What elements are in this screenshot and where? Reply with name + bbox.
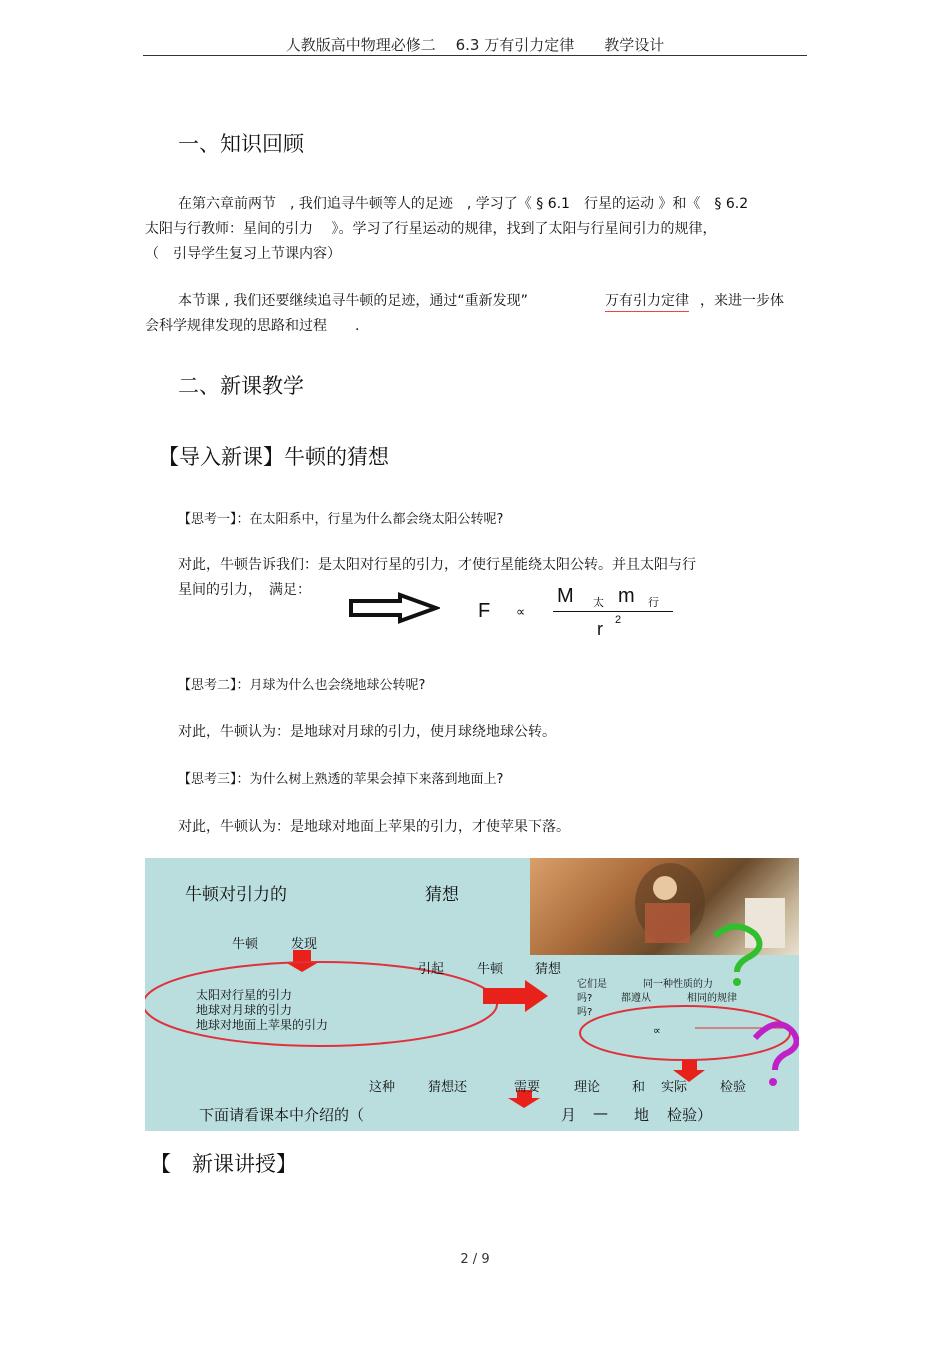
- think-two: 【思考二】：月球为什么也会绕地球公转呢?: [178, 678, 426, 693]
- formula-m-subscript: 行: [648, 596, 659, 609]
- obey-text: 都遵从: [621, 993, 651, 1004]
- think-three: 【思考三】：为什么树上熟透的苹果会掉下来落到地面上?: [178, 772, 504, 787]
- formula-M: M: [557, 585, 574, 607]
- bottom-text-earth: 地: [634, 1106, 650, 1124]
- same-force-text: 同一种性质的力: [643, 979, 713, 990]
- bottom-text-a: 下面请看课本中介绍的（: [199, 1106, 365, 1124]
- same-law-text: 相同的规律: [687, 993, 737, 1004]
- formula-proportional: ∝: [516, 604, 526, 619]
- answer-two: 对此，牛顿认为：是地球对月球的引力，使月球绕地球公转。: [178, 724, 556, 740]
- question-text-c: 吗?: [577, 1007, 593, 1018]
- review-paragraph-line3: （ 引导学生复习上节课内容）: [145, 246, 341, 262]
- formula-m: m: [618, 585, 635, 607]
- page-number: 2 / 9: [460, 1252, 490, 1267]
- hollow-right-arrow-icon: [348, 592, 440, 624]
- review-paragraph-line2: 太阳与行教师：星间的引力 》。学习了行星运动的规律，找到了太阳与行星间引力的规律，: [145, 221, 717, 237]
- bottom-text-test: 检验）: [667, 1106, 713, 1124]
- needs-text-c: 需要: [514, 1080, 541, 1095]
- slide-guess-label: 猜想: [535, 962, 562, 977]
- newton-guess-slide: [145, 858, 799, 1131]
- fraction-bar: [553, 611, 673, 612]
- intro-paragraph-line2: 会科学规律发现的思路和过程 .: [145, 318, 360, 334]
- formula-M-subscript: 太: [593, 596, 604, 609]
- observation-earth-apple: 地球对地面上苹果的引力: [196, 1018, 329, 1032]
- slide-title-part2: 猜想: [425, 885, 459, 905]
- observation-earth-moon: 地球对月球的引力: [196, 1003, 293, 1017]
- section-heading-lecture: 【 新课讲授】: [150, 1152, 297, 1176]
- intro-paragraph-line1a: 本节课 , 我们还要继续追寻牛顿的足迹，通过“重新发现”: [178, 293, 528, 309]
- formula-r: r: [597, 619, 603, 639]
- slide-newton-label: 牛顿: [232, 937, 259, 952]
- gravitation-law-link: 万有引力定律: [605, 290, 689, 312]
- formula-F: F: [478, 600, 491, 622]
- answer-one-line2: 星间的引力， 满足：: [178, 582, 311, 598]
- arrow-right-causes: [483, 980, 548, 1012]
- needs-text-d: 理论: [574, 1080, 601, 1095]
- answer-three: 对此，牛顿认为：是地球对地面上苹果的引力，才使苹果下落。: [178, 819, 570, 835]
- bottom-text-moon: 月: [561, 1106, 577, 1124]
- running-header: 人教版高中物理必修二 6.3 万有引力定律 教学设计: [285, 36, 665, 54]
- needs-text-f: 实际: [661, 1080, 688, 1095]
- needs-text-a: 这种: [369, 1080, 396, 1095]
- slide-discover-label: 发现: [291, 937, 318, 952]
- question-text-b: 吗?: [577, 993, 593, 1004]
- needs-text-e: 和: [632, 1080, 646, 1095]
- answer-one-line1: 对此，牛顿告诉我们：是太阳对行星的引力，才使行星能绕太阳公转。并且太阳与行: [178, 557, 696, 573]
- review-paragraph-line1: 在第六章前两节 , 我们追寻牛顿等人的足迹 , 学习了《 § 6.1 行星的运动 》和《 § 6.2: [178, 196, 749, 212]
- slide-proportional-symbol: ∝: [653, 1024, 661, 1037]
- formula-exponent: 2: [615, 614, 622, 626]
- sub-heading-intro: 【导入新课】牛顿的猜想: [158, 445, 389, 469]
- section-heading-review: 一、知识回顾: [178, 132, 304, 156]
- section-heading-new-lesson: 二、新课教学: [178, 374, 304, 398]
- slide-title-part1: 牛顿对引力的: [185, 885, 287, 905]
- slide-newton2-label: 牛顿: [477, 962, 504, 977]
- think-one: 【思考一】：在太阳系中，行星为什么都会绕太阳公转呢?: [178, 512, 504, 527]
- header-rule: [143, 55, 807, 56]
- intro-paragraph-line1b: ，来进一步体: [700, 293, 784, 309]
- slide-causes-label: 引起: [418, 962, 445, 977]
- arrow-down-discover: [285, 950, 319, 972]
- needs-text-b: 猜想还: [428, 1080, 468, 1095]
- needs-text-g: 检验: [720, 1080, 747, 1095]
- bottom-text-dash: —: [593, 1104, 608, 1122]
- question-text-a: 它们是: [577, 979, 607, 990]
- observation-sun-planet: 太阳对行星的引力: [196, 988, 293, 1002]
